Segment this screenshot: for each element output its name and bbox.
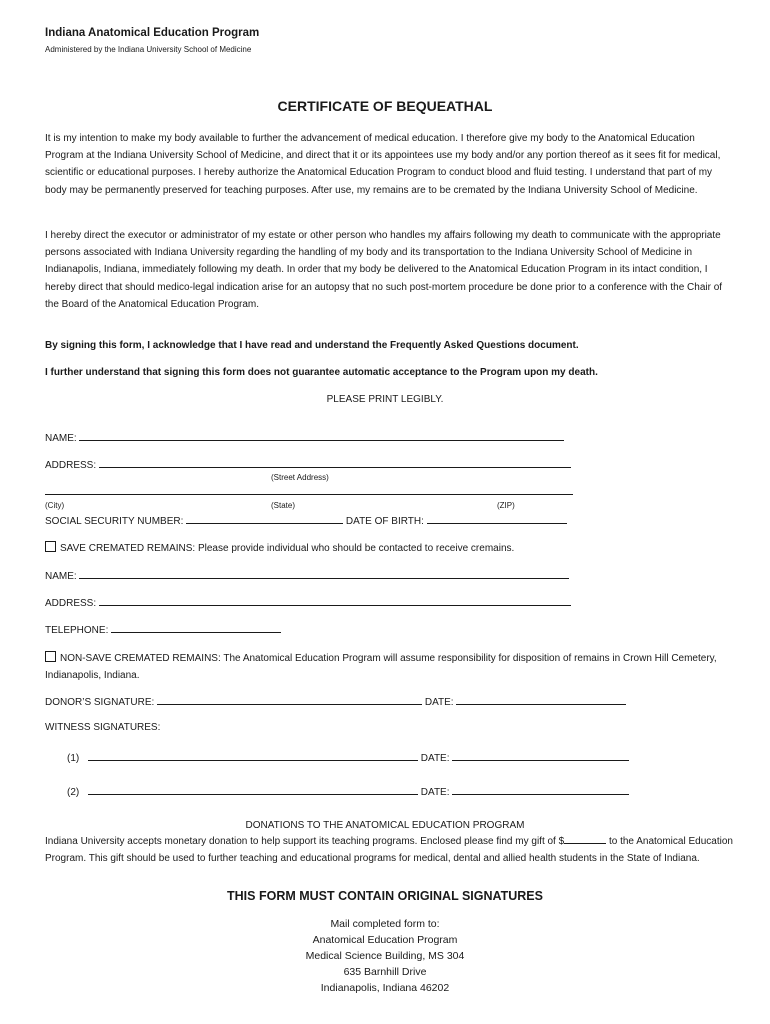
- mail-line-2: Anatomical Education Program: [312, 934, 458, 946]
- contact-address-label: ADDRESS:: [45, 598, 97, 609]
- mail-line-4: 635 Barnhill Drive: [343, 966, 427, 978]
- zip-caption: (ZIP): [497, 501, 515, 510]
- city-caption: (City): [45, 501, 65, 510]
- nonsave-remains-row: [45, 650, 733, 684]
- donor-address-row: [45, 457, 571, 471]
- donor-name-field[interactable]: [79, 430, 564, 441]
- telephone-label: TELEPHONE:: [45, 625, 109, 636]
- ssn-label: SOCIAL SECURITY NUMBER:: [45, 516, 184, 527]
- donations-paragraph: [45, 833, 733, 867]
- witness-2-signature-field[interactable]: [88, 784, 418, 795]
- contact-name-row: [45, 568, 569, 582]
- ssn-dob-row: [45, 513, 567, 527]
- acknowledge-statement: By signing this form, I acknowledge that I have read and understand the Frequently Asked Questions document.: [45, 340, 579, 351]
- ssn-field[interactable]: [186, 513, 343, 524]
- witness-1-date-label: DATE:: [420, 753, 450, 764]
- city-state-zip-field[interactable]: [45, 484, 573, 495]
- witness-2-row: [67, 784, 629, 798]
- city-state-zip-row: [45, 484, 573, 498]
- save-remains-checkbox[interactable]: [45, 541, 56, 552]
- save-remains-row: [45, 541, 514, 554]
- donor-signature-field[interactable]: [157, 694, 422, 705]
- donor-signature-row: [45, 694, 626, 708]
- nonsave-remains-label: NON-SAVE CREMATED REMAINS: The Anatomical Education Program will assume responsibility for disposition of remains in Crown Hill Cemetery, Indianapolis, Indiana.: [45, 653, 717, 681]
- telephone-field[interactable]: [111, 622, 281, 633]
- nonsave-remains-checkbox[interactable]: [45, 651, 56, 662]
- print-legibly-note: PLEASE PRINT LEGIBLY.: [326, 394, 444, 405]
- gift-amount-field[interactable]: [564, 833, 606, 844]
- contact-name-label: NAME:: [45, 571, 77, 582]
- witness-1-row: [67, 750, 629, 764]
- donor-address-label: ADDRESS:: [45, 460, 97, 471]
- witness-2-date-label: DATE:: [420, 787, 450, 798]
- no-guarantee-statement: I further understand that signing this form does not guarantee automatic acceptance to the Program upon my death.: [45, 367, 598, 378]
- mail-line-5: Indianapolis, Indiana 46202: [320, 982, 450, 994]
- mail-line-1: Mail completed form to:: [330, 918, 440, 930]
- state-caption: (State): [271, 501, 296, 510]
- intent-paragraph: It is my intention to make my body available to further the advancement of medical education. I therefore give my body to the Anatomical Education Program at the Indiana University School of Medicine, and direct that it or its appointees use my body and/or any portion thereof as it sees fit for medical, scientific or educational purposes. I hereby authorize the Anatomical Education Program to conduct blood and fluid testing. I understand that part of my body may be permanently preserved for teaching purposes. After use, my remains are to be cremated by the Indiana University School of Medicine.: [45, 133, 721, 196]
- witness-1-number: (1): [67, 753, 80, 764]
- donor-street-field[interactable]: [99, 457, 571, 468]
- contact-address-row: [45, 595, 571, 609]
- donations-text-end: to the Anatomical Education Program. This gift should be used to further teaching and educational programs for medical, dental and allied health students in the State of Indiana.: [45, 836, 733, 864]
- donor-name-label: NAME:: [45, 433, 77, 444]
- donor-name-row: [45, 430, 564, 444]
- direction-paragraph: I hereby direct the executor or administrator of my estate or other person who handles my affairs following my death to communicate with the appropriate persons associated with Indiana University regarding the handling of my body and its transportation to the Indiana University School of Medicine in Indianapolis, Indiana, immediately following my death. In order that my body be delivered to the Anatomical Education Program in its intact condition, I hereby direct that should medico-legal indication arise for an autopsy that no such post-mortem procedure be done prior to a conference with the Chair of the Board of the Anatomical Education Program.: [45, 230, 723, 310]
- save-remains-label: SAVE CREMATED REMAINS: Please provide individual who should be contacted to receive cremains.: [60, 543, 515, 554]
- witness-2-date-field[interactable]: [452, 784, 629, 795]
- mailing-address-block: [45, 916, 725, 996]
- donations-heading: DONATIONS TO THE ANATOMICAL EDUCATION PROGRAM: [245, 820, 525, 831]
- witness-1-date-field[interactable]: [452, 750, 629, 761]
- donations-text-start: Indiana University accepts monetary donation to help support its teaching programs. Enclosed please find my gift of $: [45, 836, 565, 847]
- contact-name-field[interactable]: [79, 568, 569, 579]
- contact-address-field[interactable]: [99, 595, 571, 606]
- dob-label: DATE OF BIRTH:: [345, 516, 424, 527]
- witness-1-signature-field[interactable]: [88, 750, 418, 761]
- donor-date-field[interactable]: [456, 694, 626, 705]
- program-subtitle: Administered by the Indiana University School of Medicine: [45, 45, 252, 54]
- witness-signatures-heading: WITNESS SIGNATURES:: [45, 722, 161, 733]
- program-title: Indiana Anatomical Education Program: [45, 27, 260, 39]
- mail-line-3: Medical Science Building, MS 304: [305, 950, 465, 962]
- dob-field[interactable]: [427, 513, 567, 524]
- street-caption: (Street Address): [271, 473, 329, 482]
- telephone-row: [45, 622, 281, 636]
- original-signatures-notice: THIS FORM MUST CONTAIN ORIGINAL SIGNATURES: [227, 889, 543, 903]
- donor-signature-label: DONOR’S SIGNATURE:: [45, 697, 155, 708]
- document-title: CERTIFICATE OF BEQUEATHAL: [277, 98, 493, 114]
- donor-date-label: DATE:: [424, 697, 454, 708]
- witness-2-number: (2): [67, 787, 80, 798]
